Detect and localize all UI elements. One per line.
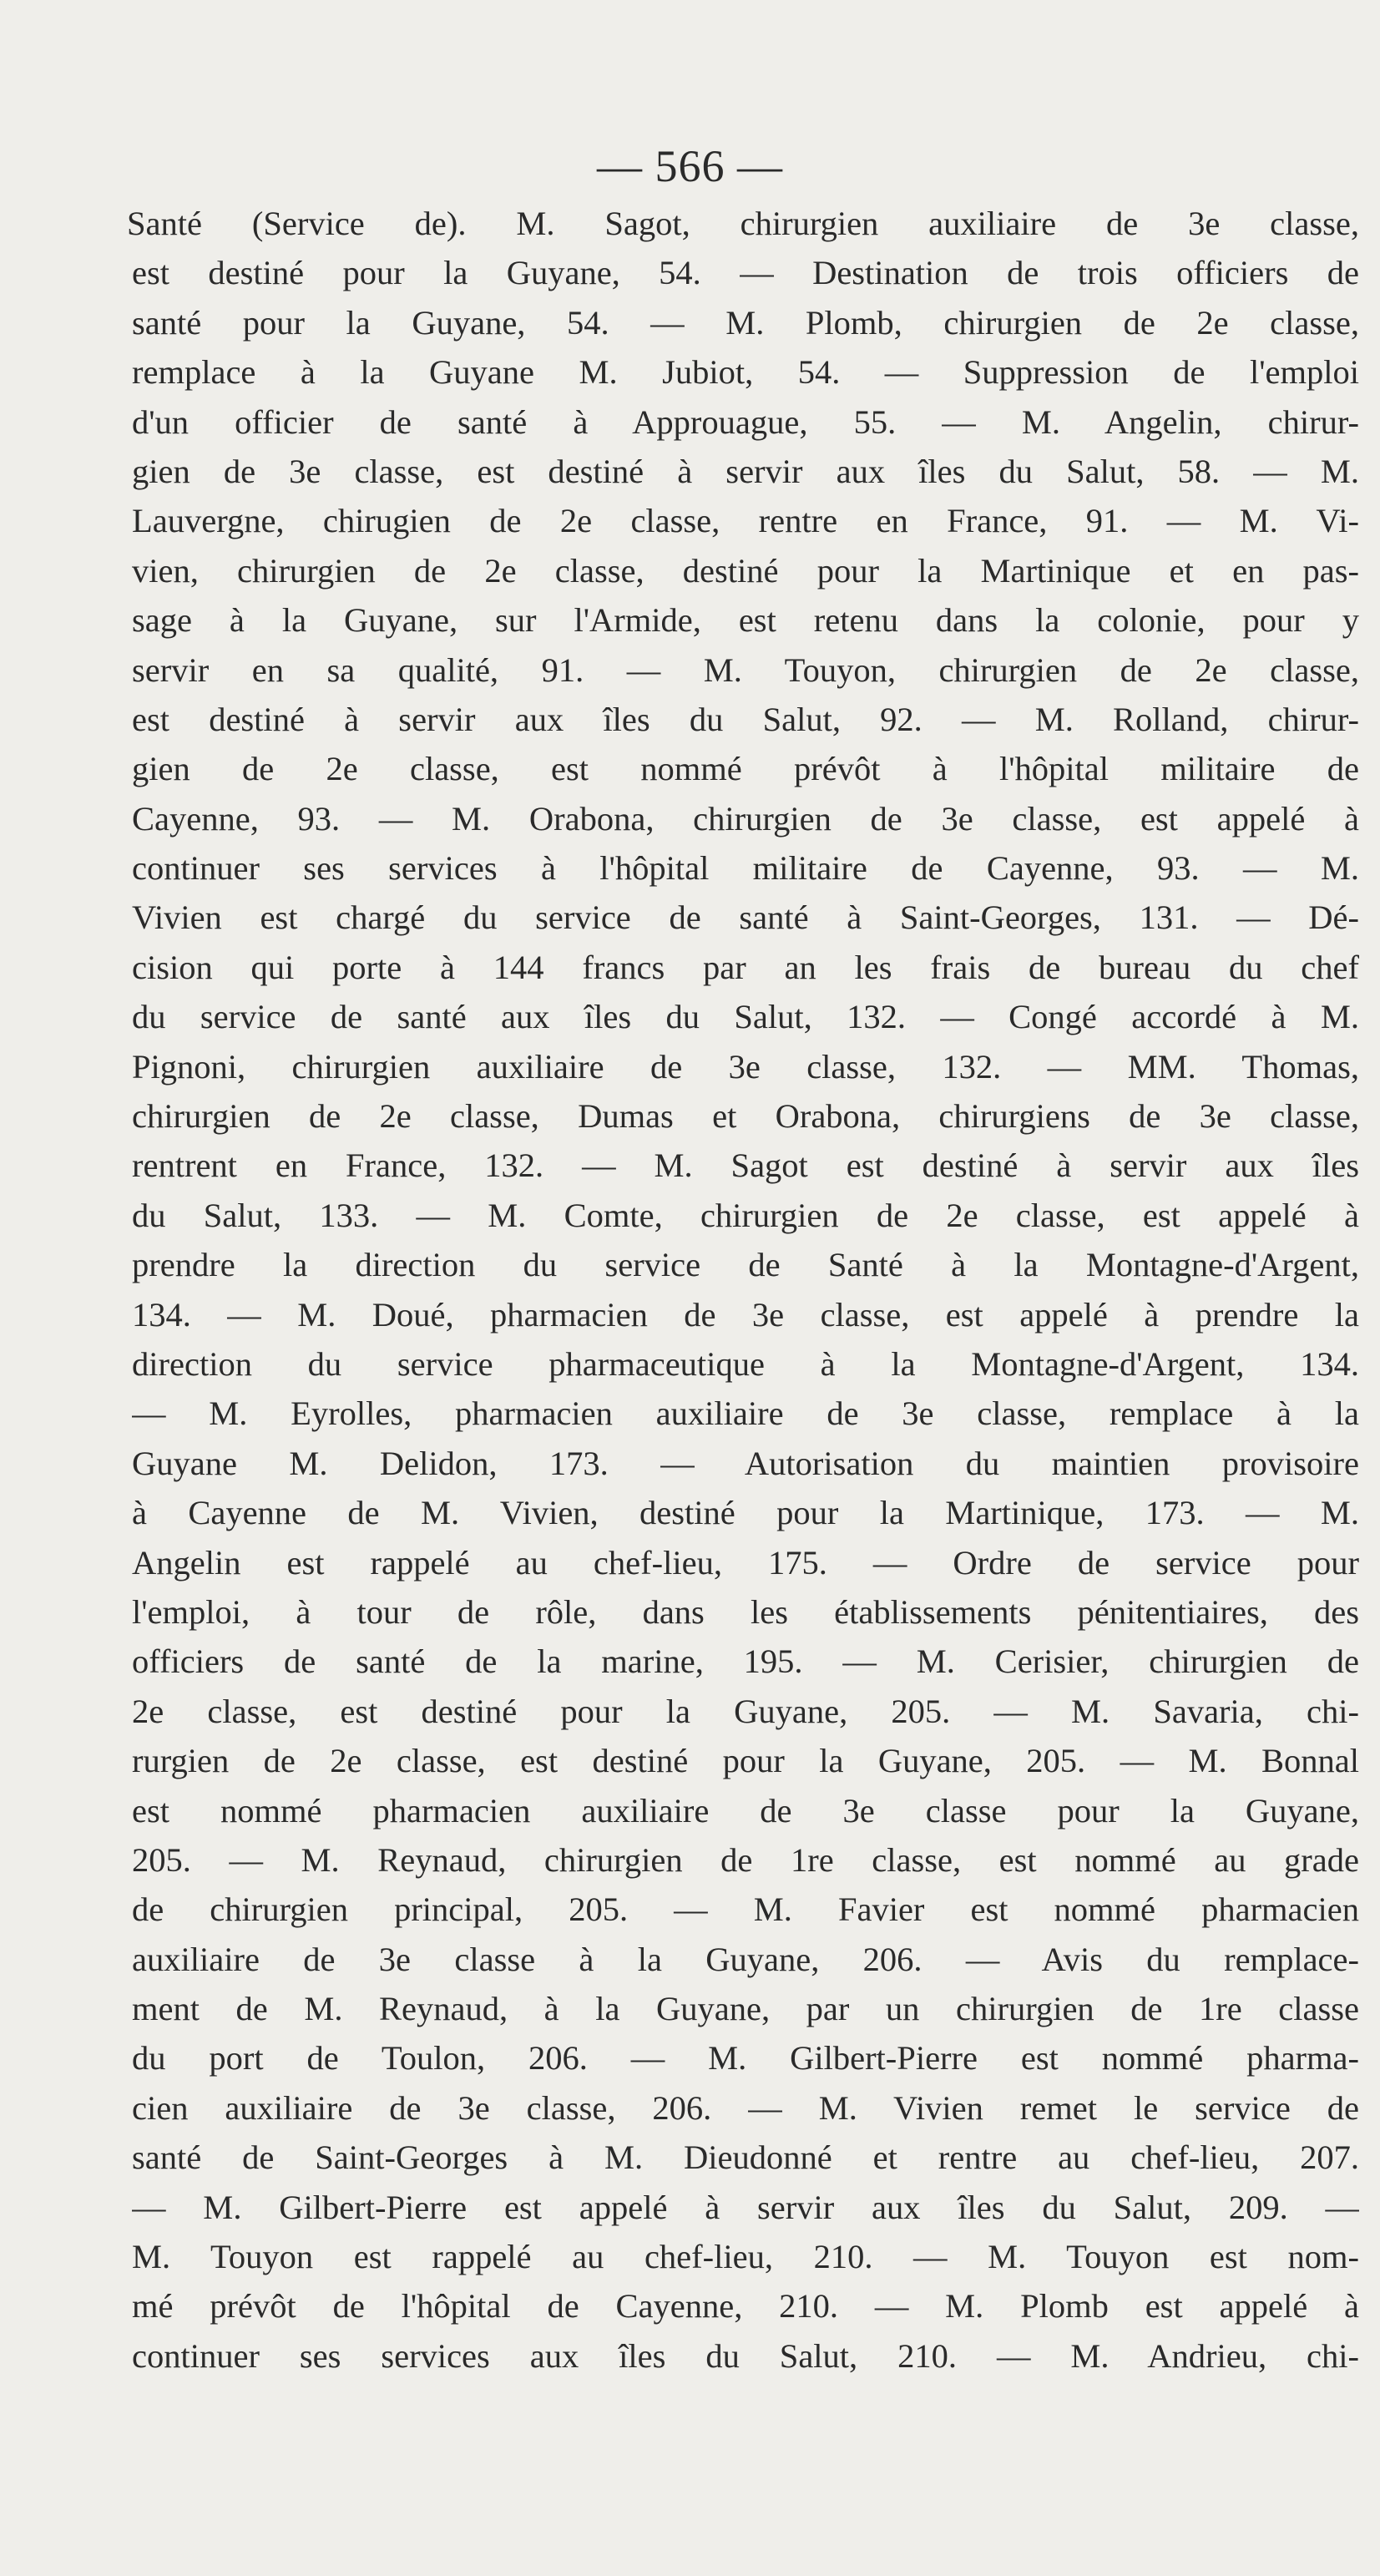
text-line: à Cayenne de M. Vivien, destiné pour la Martinique, 173. — M. (132, 1494, 1359, 1532)
text-line: Lauvergne, chirugien de 2e classe, rentre en France, 91. — M. Vi- (132, 502, 1359, 540)
text-line: — M. Gilbert-Pierre est appelé à servir aux îles du Salut, 209. — (132, 2188, 1359, 2226)
text-line: prendre la direction du service de Santé à la Montagne-d'Argent, (132, 1246, 1359, 1284)
text-line: est destiné à servir aux îles du Salut, 92. — M. Rolland, chirur- (132, 700, 1359, 738)
text-line: cision qui porte à 144 francs par an les frais de bureau du chef (132, 948, 1359, 986)
text-line: de chirurgien principal, 205. — M. Favier est nommé pharmacien (132, 1890, 1359, 1929)
text-line: vien, chirurgien de 2e classe, destiné pour la Martinique et en pas- (132, 551, 1359, 590)
text-line: est destiné pour la Guyane, 54. — Destination de trois officiers de (132, 254, 1359, 292)
text-line: 205. — M. Reynaud, chirurgien de 1re classe, est nommé au grade (132, 1840, 1359, 1879)
text-line: Cayenne, 93. — M. Orabona, chirurgien de 3e classe, est appelé à (132, 799, 1359, 838)
text-line: ment de M. Reynaud, à la Guyane, par un chirurgien de 1re classe (132, 1990, 1359, 2028)
text-line: gien de 3e classe, est destiné à servir aux îles du Salut, 58. — M. (132, 452, 1359, 490)
text-line: auxiliaire de 3e classe à la Guyane, 206. — Avis du remplace- (132, 1940, 1359, 1978)
text-line: chirurgien de 2e classe, Dumas et Orabona, chirurgiens de 3e classe, (132, 1097, 1359, 1136)
text-line: 134. — M. Doué, pharmacien de 3e classe, est appelé à prendre la (132, 1295, 1359, 1334)
text-line: continuer ses services à l'hôpital militaire de Cayenne, 93. — M. (132, 849, 1359, 888)
page-number: — 566 — (597, 141, 783, 191)
text-line: — M. Eyrolles, pharmacien auxiliaire de 3e classe, remplace à la (132, 1394, 1359, 1433)
text-line: rurgien de 2e classe, est destiné pour la Guyane, 205. — M. Bonnal (132, 1742, 1359, 1780)
text-line: officiers de santé de la marine, 195. — M. Cerisier, chirurgien de (132, 1642, 1359, 1681)
text-line: santé de Saint-Georges à M. Dieudonné et rentre au chef-lieu, 207. (132, 2138, 1359, 2177)
text-line: servir en sa qualité, 91. — M. Touyon, chirurgien de 2e classe, (132, 650, 1359, 689)
text-line: Vivien est chargé du service de santé à Saint-Georges, 131. — Dé- (132, 898, 1359, 937)
text-line: Angelin est rappelé au chef-lieu, 175. — Ordre de service pour (132, 1543, 1359, 1582)
text-line: remplace à la Guyane M. Jubiot, 54. — Suppression de l'emploi (132, 353, 1359, 392)
index-entry-sante-service (127, 199, 1359, 2381)
text-line: rentrent en France, 132. — M. Sagot est destiné à servir aux îles (132, 1146, 1359, 1185)
text-line: est nommé pharmacien auxiliaire de 3e classe pour la Guyane, (132, 1791, 1359, 1830)
text-line: du service de santé aux îles du Salut, 132. — Congé accordé à M. (132, 998, 1359, 1036)
text-line: d'un officier de santé à Approuague, 55. — M. Angelin, chirur- (132, 402, 1359, 441)
text-line: 2e classe, est destiné pour la Guyane, 205. — M. Savaria, chi- (132, 1692, 1359, 1730)
text-line: mé prévôt de l'hôpital de Cayenne, 210. — M. Plomb est appelé à (132, 2287, 1359, 2325)
text-line: du Salut, 133. — M. Comte, chirurgien de 2e classe, est appelé à (132, 1196, 1359, 1234)
text-line: cien auxiliaire de 3e classe, 206. — M. Vivien remet le service de (132, 2088, 1359, 2127)
text-line: l'emploi, à tour de rôle, dans les établissements pénitentiaires, des (132, 1592, 1359, 1631)
text-line: gien de 2e classe, est nommé prévôt à l'hôpital militaire de (132, 750, 1359, 788)
text-line: du port de Toulon, 206. — M. Gilbert-Pierre est nommé pharma- (132, 2039, 1359, 2078)
text-line: sage à la Guyane, sur l'Armide, est retenu dans la colonie, pour y (132, 601, 1359, 640)
text-line: continuer ses services aux îles du Salut, 210. — M. Andrieu, chi- (132, 2336, 1359, 2375)
text-line: Pignoni, chirurgien auxiliaire de 3e classe, 132. — MM. Thomas, (132, 1047, 1359, 1086)
text-line: direction du service pharmaceutique à la Montagne-d'Argent, 134. (132, 1344, 1359, 1383)
text-line: santé pour la Guyane, 54. — M. Plomb, chirurgien de 2e classe, (132, 303, 1359, 342)
text-line: Santé (Service de). M. Sagot, chirurgien auxiliaire de 3e classe, (127, 205, 1359, 242)
text-line: Guyane M. Delidon, 173. — Autorisation du maintien provisoire (132, 1444, 1359, 1482)
text-line: M. Touyon est rappelé au chef-lieu, 210. — M. Touyon est nom- (132, 2238, 1359, 2276)
